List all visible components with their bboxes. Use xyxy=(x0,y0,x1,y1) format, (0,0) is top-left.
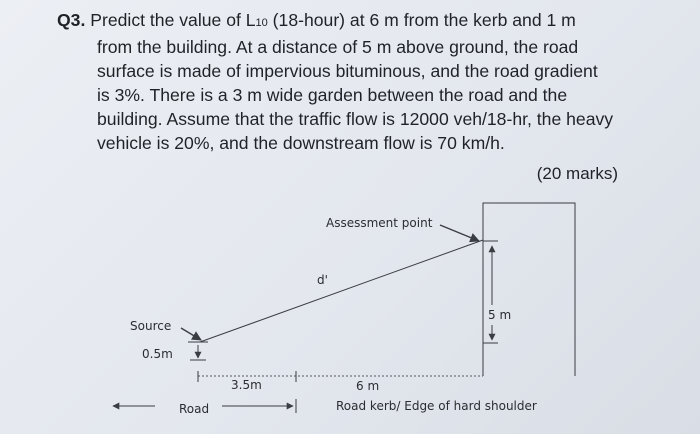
distance-3-5m-label: 3.5m xyxy=(231,378,262,392)
road-label: Road xyxy=(179,402,210,416)
d-prime-label: d' xyxy=(317,273,328,287)
question-line-3: surface is made of impervious bituminous, and the road gradient xyxy=(97,61,598,81)
propagation-path xyxy=(200,240,483,342)
road-kerb-label: Road kerb/ Edge of hard shoulder xyxy=(336,399,537,413)
source-height-label: 0.5m xyxy=(142,347,173,361)
distance-6m-label: 6 m xyxy=(356,379,380,393)
assessment-point-label: Assessment point xyxy=(326,216,433,230)
question-text-1a: Predict the value of L xyxy=(90,10,256,30)
assessment-point-arrow xyxy=(440,225,479,241)
source-arrow xyxy=(181,328,201,340)
marks-label: (20 marks) xyxy=(536,164,618,183)
source-label: Source xyxy=(130,319,172,333)
question-text-1b: (18-hour) at 6 m from the kerb and 1 m xyxy=(267,10,576,30)
question-number: Q3. xyxy=(57,10,86,30)
building-outline xyxy=(483,203,575,376)
question-line-6: vehicle is 20%, and the downstream flow is 70 km/h. xyxy=(97,133,505,153)
question-line-5: building. Assume that the traffic flow is 12000 veh/18-hr, the heavy xyxy=(97,109,614,129)
question-line-2: from the building. At a distance of 5 m above ground, the road xyxy=(97,37,579,57)
question-line-4: is 3%. There is a 3 m wide garden between the road and the xyxy=(97,85,568,105)
height-5m-label: 5 m xyxy=(488,308,512,322)
subscript-10: 10 xyxy=(255,17,268,29)
